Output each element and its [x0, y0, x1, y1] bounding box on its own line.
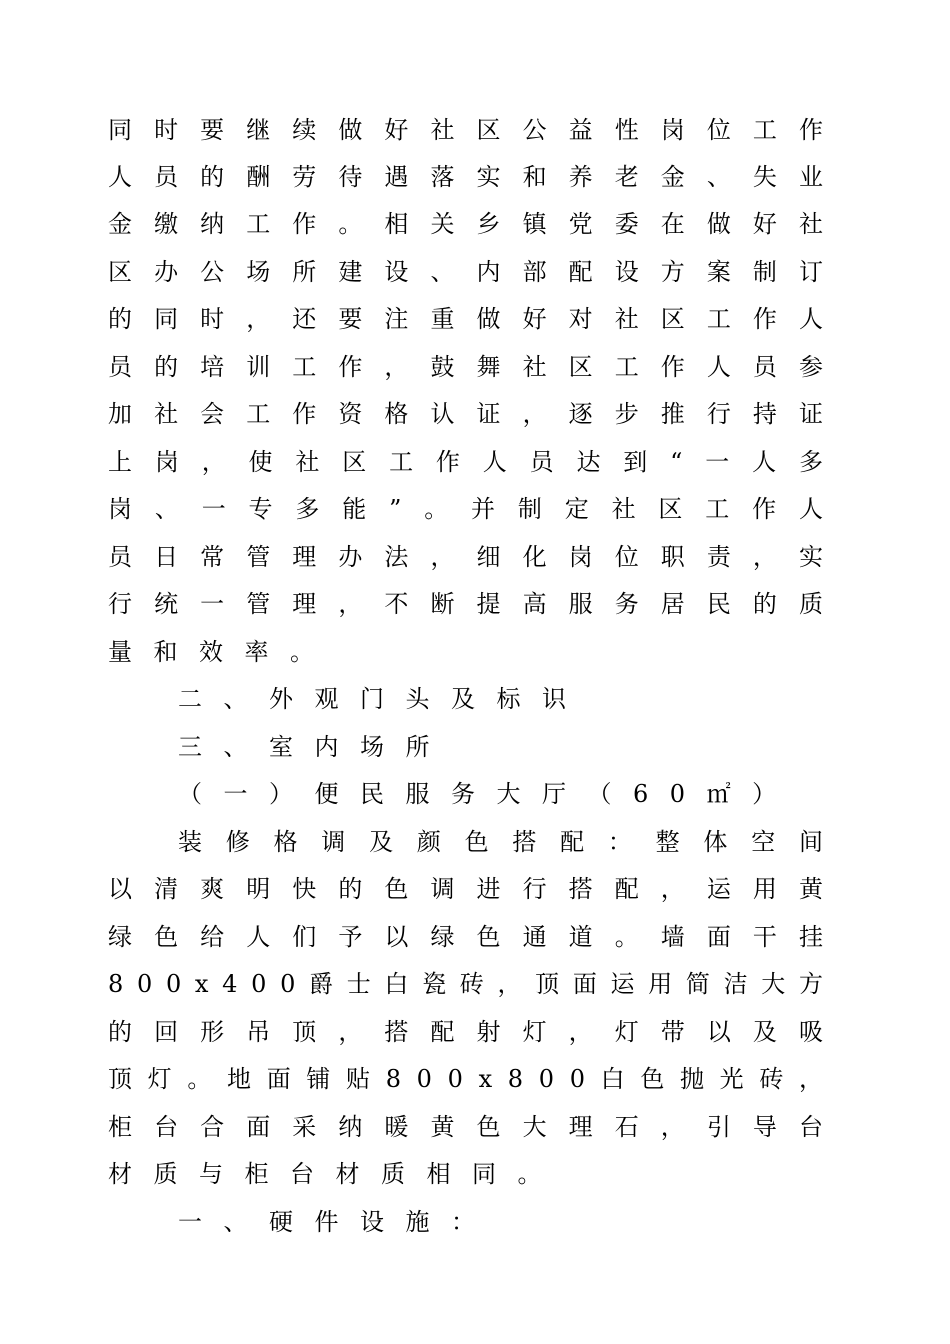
text-line: 区 办 公 场 所 建 设 、 内 部 配 设 方 案 制 订 [108, 258, 823, 286]
text-line: 员 的 培 训 工 作 ， 鼓 舞 社 区 工 作 人 员 参 [108, 353, 823, 381]
subsection-heading: （ 一 ） 便 民 服 务 大 厅 （ 6 0 ㎡ ） [178, 780, 777, 808]
text-line: 上 岗 ， 使 社 区 工 作 人 员 达 到 “ 一 人 多 [108, 448, 823, 476]
section-heading: 二 、 外 观 门 头 及 标 识 [178, 685, 566, 713]
text-line: 绿 色 给 人 们 予 以 绿 色 通 道 。 墙 面 干 挂 [108, 923, 823, 951]
text-line: 的 同 时 ， 还 要 注 重 做 好 对 社 区 工 作 人 [108, 305, 823, 333]
text-line: 8 0 0 x 4 0 0 爵 士 白 瓷 砖 ， 顶 面 运 用 简 洁 大 方 [108, 970, 823, 998]
text-line: 员 日 常 管 理 办 法 ， 细 化 岗 位 职 责 ， 实 [108, 543, 823, 571]
text-line: 金 缴 纳 工 作 。 相 关 乡 镇 党 委 在 做 好 社 [108, 210, 823, 238]
text-line: 人 员 的 酬 劳 待 遇 落 实 和 养 老 金 、 失 业 [108, 163, 823, 191]
text-line: 的 回 形 吊 顶 ， 搭 配 射 灯 ， 灯 带 以 及 吸 [108, 1018, 823, 1046]
text-line: 同 时 要 继 续 做 好 社 区 公 益 性 岗 位 工 作 [108, 116, 823, 144]
text-line: 柜 台 合 面 采 纳 暖 黄 色 大 理 石 ， 引 导 台 [108, 1113, 823, 1141]
text-line: 顶 灯 。 地 面 铺 贴 8 0 0 x 8 0 0 白 色 抛 光 砖 ， [108, 1065, 823, 1093]
section-heading: 三 、 室 内 场 所 [178, 733, 430, 761]
text-line: 以 清 爽 明 快 的 色 调 进 行 搭 配 ， 运 用 黄 [108, 875, 823, 903]
text-line: 加 社 会 工 作 资 格 认 证 ， 逐 步 推 行 持 证 [108, 400, 823, 428]
text-line: 材 质 与 柜 台 材 质 相 同 。 [108, 1160, 542, 1188]
text-line: 行 统 一 管 理 ， 不 断 提 高 服 务 居 民 的 质 [108, 590, 823, 618]
section-heading: 一 、 硬 件 设 施 ： [178, 1208, 475, 1236]
text-line: 量 和 效 率 。 [108, 638, 314, 666]
text-line: 岗 、 一 专 多 能 ” 。 并 制 定 社 区 工 作 人 [108, 495, 823, 523]
text-line: 装 修 格 调 及 颜 色 搭 配 ： 整 体 空 间 [178, 828, 823, 856]
